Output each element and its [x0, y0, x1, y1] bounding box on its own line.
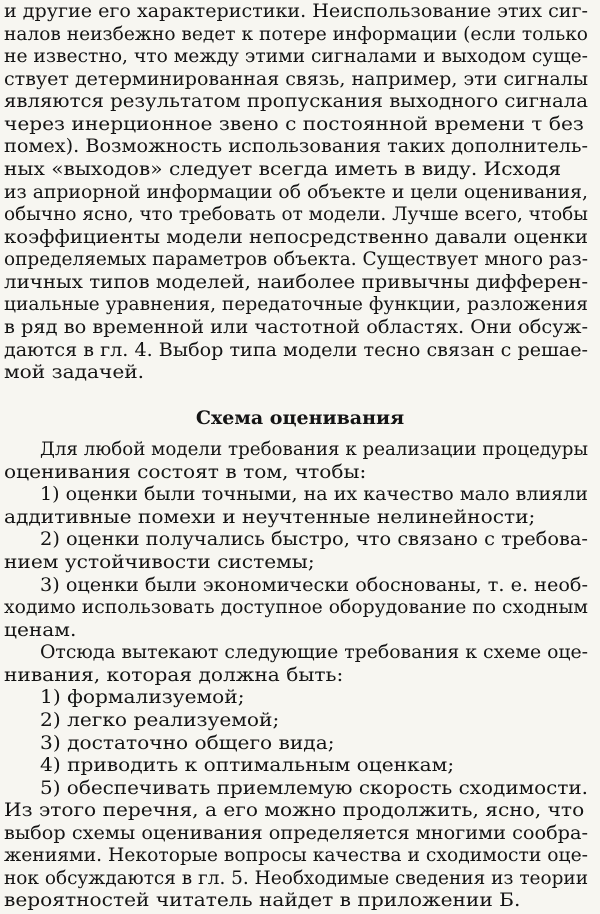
text-line: выбор схемы оценивания определяется многими сообра- [4, 821, 588, 844]
text-line: являются результатом пропускания выходного сигнала [4, 90, 588, 113]
text-line: помех). Возможность использования таких дополнитель- [4, 135, 588, 158]
text-line: циальные уравнения, передаточные функции, разложения [4, 293, 588, 316]
text-line: из априорной информации об объекте и цели оценивания, [4, 180, 588, 203]
text-line: даются в гл. 4. Выбор типа модели тесно связан с решае- [4, 338, 588, 361]
list-item: 4) приводить к оптимальным оценкам; [40, 754, 455, 776]
text-line: нок обсуждаются в гл. 5. Необходимые сведения из теории [4, 866, 588, 889]
section-title: Схема оценивания [195, 407, 405, 430]
text-line: мой задачей. [4, 361, 145, 383]
text-line: аддитивные помехи и неучтенные нелинейности; [4, 505, 536, 528]
text-line: Для любой модели требования к реализации процедуры [40, 438, 588, 461]
text-line: коэффициенты модели непосредственно давали оценки [4, 225, 588, 248]
text-line: Отсюда вытекают следующие требования к схеме оце- [40, 641, 588, 664]
text-line: не известно, что между этими сигналами и выходом суще- [4, 45, 588, 68]
text-line: жениями. Некоторые вопросы качества и сходимости оце- [4, 844, 588, 867]
text-line: определяемых параметров объекта. Существует много раз- [4, 248, 588, 271]
text-line: ходимо использовать доступное оборудование по сходным [4, 596, 588, 619]
text-line: личных типов моделей, наиболее привычны дифферен- [4, 270, 588, 293]
list-item: 2) оценки получались быстро, что связано с требова- [40, 528, 588, 551]
list-item: 2) легко реализуемой; [40, 708, 280, 731]
text-line: ных «выходов» следует всегда иметь в виду. Исходя [4, 158, 562, 180]
list-item: 5) обеспечивать приемлемую скорость сходимости. [40, 776, 588, 799]
text-line: оценивания состоят в том, чтобы: [4, 460, 367, 483]
text-line: Из этого перечня, а его можно продолжить, ясно, что [4, 799, 585, 822]
list-item: 1) формализуемой; [40, 686, 245, 709]
list-item: 3) достаточно общего вида; [40, 731, 335, 754]
list-item: 1) оценки были точными, на их качество мало влияли [40, 483, 588, 506]
text-line: налов неизбежно ведет к потере информации (если только [4, 22, 588, 45]
text-line: нивания, которая должна быть: [4, 663, 344, 686]
text-line: вероятностей читатель найдет в приложении Б. [4, 889, 521, 912]
text-line: ценам. [4, 618, 77, 641]
text-line: нием устойчивости системы; [4, 551, 315, 573]
text-line: обычно ясно, что требовать от модели. Лучше всего, чтобы [4, 203, 588, 226]
text-line: в ряд во временной или частотной областях. Они обсуж- [4, 315, 588, 338]
text-line: и другие его характеристики. Неиспользование этих сиг- [4, 0, 588, 22]
text-line: ствует детерминированная связь, например, эти сигналы [4, 67, 588, 90]
text-line: через инерционное звено с постоянной времени τ без [4, 112, 584, 135]
list-item: 3) оценки были экономически обоснованы, т. е. необ- [40, 573, 588, 596]
